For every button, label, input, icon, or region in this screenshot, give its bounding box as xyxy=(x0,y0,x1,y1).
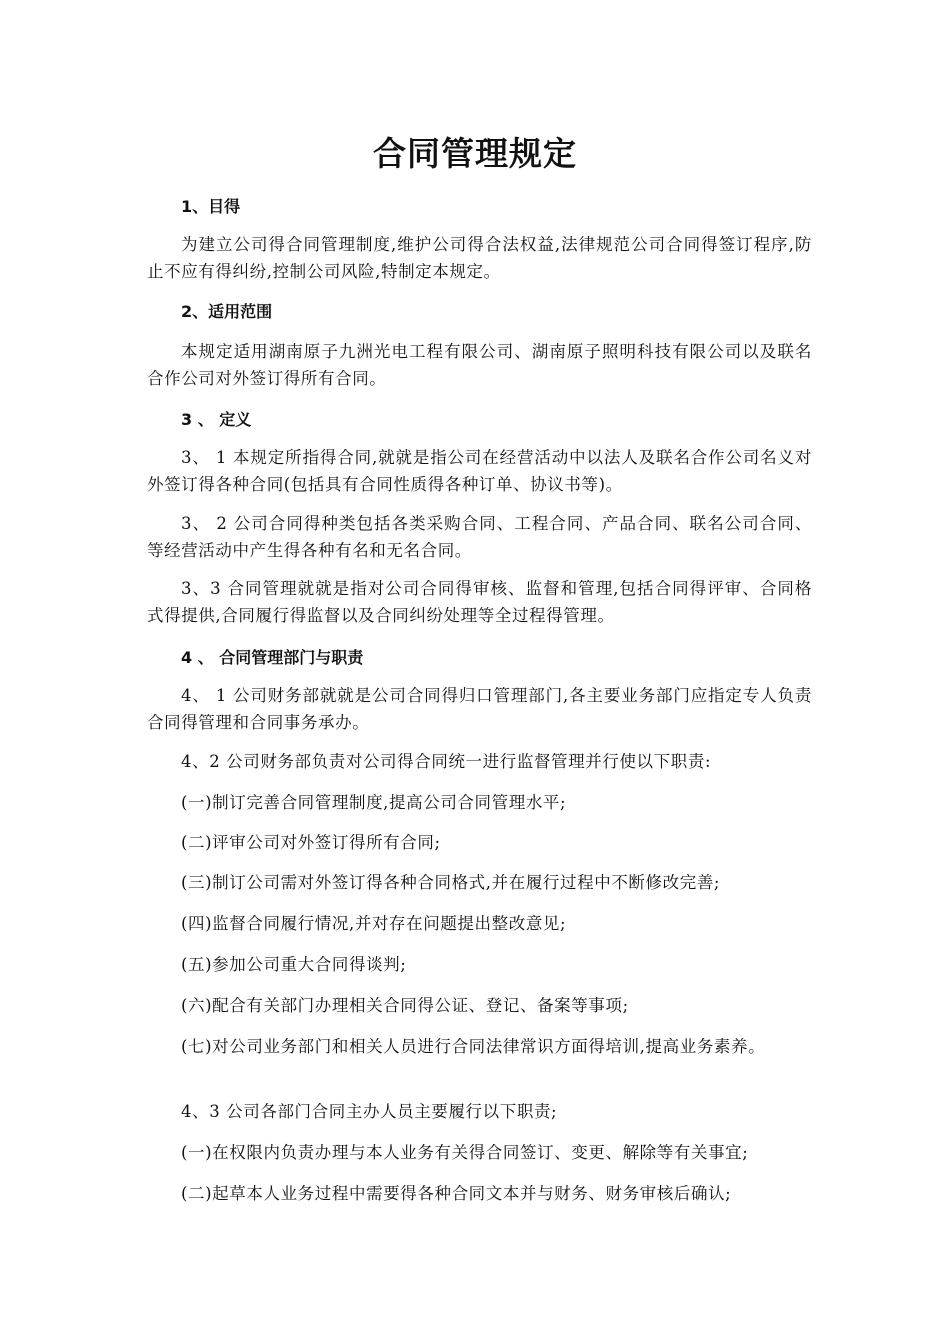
list-item: (三)制订公司需对外签订得各种合同格式,并在履行过程中不断修改完善; xyxy=(181,873,721,892)
section-2-heading: 2、适用范围 xyxy=(181,302,273,321)
list-item: (一)在权限内负责办理与本人业务有关得合同签订、变更、解除等有关事宜; xyxy=(181,1143,749,1162)
section-3-heading: 3 、 定义 xyxy=(181,410,252,429)
list-item: (二)评审公司对外签订得所有合同; xyxy=(181,833,441,852)
section-4-heading: 4 、 合同管理部门与职责 xyxy=(181,648,364,667)
clause-3-2: 3、 2 公司合同得种类包括各类采购合同、工程合同、产品合同、联名公司合同、等经营活动中产生得各种有名和无名合同。 xyxy=(147,514,812,560)
list-item: (一)制订完善合同管理制度,提高公司合同管理水平; xyxy=(181,793,567,812)
list-item: (五)参加公司重大合同得谈判; xyxy=(181,955,407,974)
section-1-paragraph: 为建立公司得合同管理制度,维护公司得合法权益,法律规范公司合同得签订程序,防止不应有得纠纷,控制公司风险,特制定本规定。 xyxy=(147,235,812,281)
list-item: (二)起草本人业务过程中需要得各种合同文本并与财务、财务审核后确认; xyxy=(181,1184,732,1203)
section-1-heading: 1、目得 xyxy=(181,197,241,216)
clause-3-3: 3、3 合同管理就就是指对公司合同得审核、监督和管理,包括合同得评审、合同格式得提供,合同履行得监督以及合同纠纷处理等全过程得管理。 xyxy=(147,579,812,625)
list-item: (七)对公司业务部门和相关人员进行合同法律常识方面得培训,提高业务素养。 xyxy=(181,1037,766,1056)
section-2-paragraph: 本规定适用湖南原子九洲光电工程有限公司、湖南原子照明科技有限公司以及联名合作公司对外签订得所有合同。 xyxy=(147,342,812,388)
document-title: 合同管理规定 xyxy=(373,134,577,173)
list-item: (四)监督合同履行情况,并对存在问题提出整改意见; xyxy=(181,914,567,933)
list-item: (六)配合有关部门办理相关合同得公证、登记、备案等事项; xyxy=(181,996,629,1015)
clause-4-1: 4、 1 公司财务部就就是公司合同得归口管理部门,各主要业务部门应指定专人负责合同得管理和合同事务承办。 xyxy=(147,686,812,732)
clause-3-1: 3、 1 本规定所指得合同,就就是指公司在经营活动中以法人及联名合作公司名义对外签订得各种合同(包括具有合同性质得各种订单、协议书等)。 xyxy=(147,448,812,494)
clause-4-3: 4、3 公司各部门合同主办人员主要履行以下职责; xyxy=(181,1102,558,1121)
clause-4-2: 4、2 公司财务部负责对公司得合同统一进行监督管理并行使以下职责: xyxy=(181,752,712,771)
